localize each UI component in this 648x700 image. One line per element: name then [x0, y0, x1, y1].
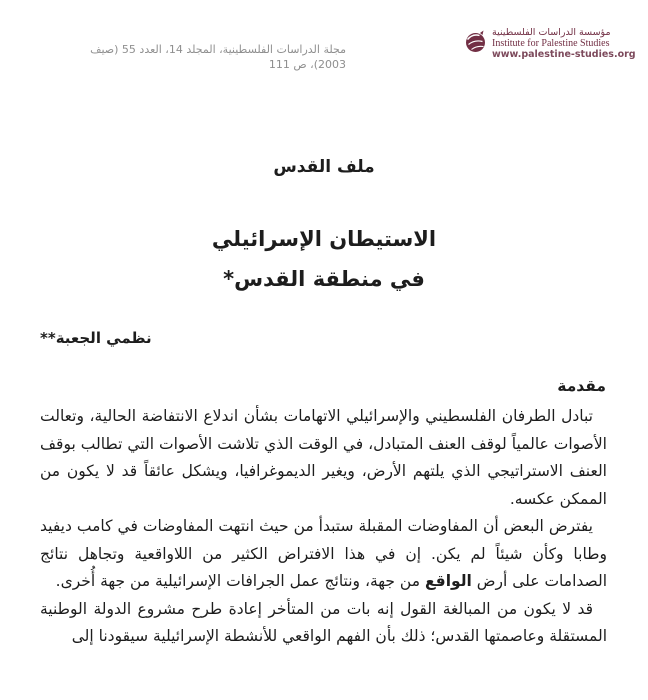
- article-title: [0, 219, 648, 299]
- publisher-logo: [465, 27, 636, 60]
- publisher-logo-text: [492, 27, 636, 60]
- paragraph-2: يفترض البعض أن المفاوضات المقبلة ستبدأ من حيث انتهت المفاوضات في كامب ديفيد وطابا وكأن شيئاً لم يكن. إن في هذا الافتراض الكثير من اللاواقعية وتجاهل نتائج الصدامات على أرض الواقع من جهة، ونتائج عمل الجرافات الإسرائيلية من جهة أُخرى.: [40, 517, 607, 590]
- article-title-line1: الاستيطان الإسرائيلي: [211, 227, 437, 251]
- paragraph-3: قد لا يكون من المبالغة القول إنه بات من المتأخر إعادة طرح مشروع الدولة الوطنية المستقلة وعاصمتها القدس؛ ذلك بأن الفهم الواقعي للأنشطة الإسرائيلية سيقودنا إلى: [40, 599, 607, 645]
- ips-bird-emblem-icon: [465, 29, 487, 57]
- paragraph-1: تبادل الطرفان الفلسطيني والإسرائيلي الاتهامات بشأن اندلاع الانتفاضة الحالية، وتعالت الأصوات عالمياً لوقف العنف المتبادل، في الوقت الذي تلاشت الأصوات التي تطالب بوقف العنف الاستراتيجي الذي يلتهم الأرض، ويغير الديموغرافيا، ويشكل عائقاً قد لا يكون من الممكن عكسه.: [40, 407, 607, 508]
- article-title-line2: في منطقة القدس*: [223, 267, 425, 291]
- article-body: [40, 403, 607, 651]
- journal-citation: مجلة الدراسات الفلسطينية، المجلد 14، العدد 55 (صيف 2003)، ص 111: [90, 43, 346, 71]
- publisher-name-arabic: مؤسسة الدراسات الفلسطينية: [492, 27, 611, 38]
- publisher-name-english: Institute for Palestine Studies: [492, 38, 610, 49]
- author-name: نظمي الجعبة**: [40, 329, 152, 347]
- section-heading-introduction: مقدمة: [557, 377, 606, 395]
- section-kicker: ملف القدس: [273, 157, 375, 177]
- publisher-website-url: www.palestine-studies.org: [492, 49, 636, 60]
